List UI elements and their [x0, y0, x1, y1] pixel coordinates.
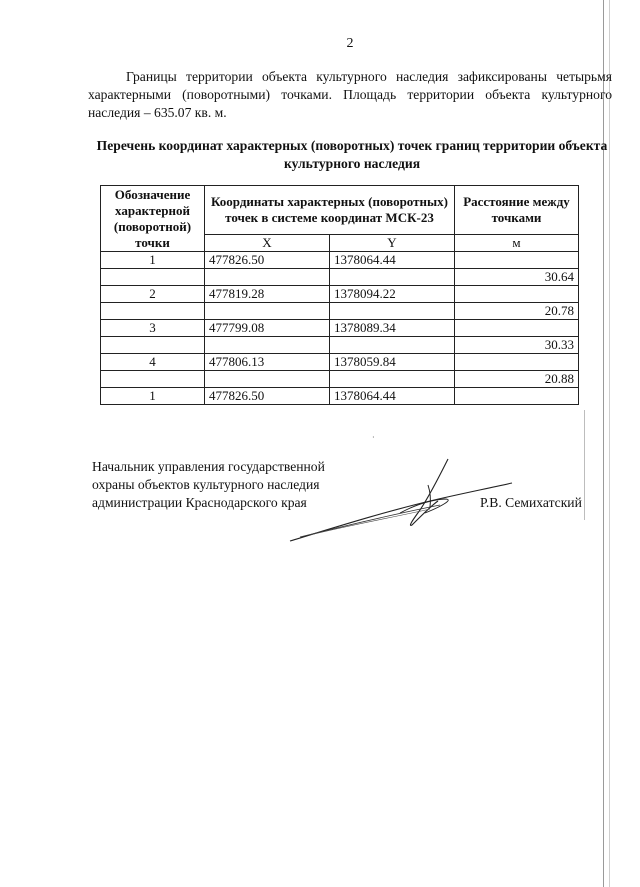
table-body [101, 252, 579, 405]
cell-y: 1378064.44 [330, 252, 455, 269]
table-row [101, 269, 579, 286]
coordinates-table [100, 185, 579, 405]
cell-distance: 30.64 [455, 269, 579, 286]
table-row [101, 388, 579, 405]
cell-y: 1378094.22 [330, 286, 455, 303]
cell-x: 477799.08 [205, 320, 330, 337]
table-row [101, 337, 579, 354]
cell-x [205, 269, 330, 286]
cell-x: 477826.50 [205, 388, 330, 405]
cell-y: 1378089.34 [330, 320, 455, 337]
cell-x: 477819.28 [205, 286, 330, 303]
cell-distance [455, 354, 579, 371]
scan-edge-line [603, 0, 604, 887]
cell-x [205, 337, 330, 354]
table-row [101, 303, 579, 320]
cell-distance [455, 320, 579, 337]
cell-y: 1378064.44 [330, 388, 455, 405]
cell-x [205, 303, 330, 320]
cell-point [101, 303, 205, 320]
cell-point: 3 [101, 320, 205, 337]
header-coordinates: Координаты характерных (поворотных) точек в системе координат МСК-23 [205, 186, 455, 235]
cell-x [205, 371, 330, 388]
cell-distance: 30.33 [455, 337, 579, 354]
subheader-x: X [205, 235, 330, 252]
signer-name: Р.В. Семихатский [480, 495, 582, 510]
cell-y [330, 337, 455, 354]
scan-dot: · [372, 433, 375, 442]
cell-point [101, 269, 205, 286]
signer-position-line: Начальник управления государственной [92, 459, 325, 474]
cell-x: 477826.50 [205, 252, 330, 269]
signer-position-line: охраны объектов культурного наследия [92, 477, 320, 492]
header-distance: Расстояние между точками [455, 186, 579, 235]
table-row [101, 286, 579, 303]
signer-position-line: администрации Краснодарского края [92, 495, 307, 510]
cell-y [330, 303, 455, 320]
cell-distance [455, 286, 579, 303]
table-row [101, 320, 579, 337]
cell-y: 1378059.84 [330, 354, 455, 371]
subheader-y: Y [330, 235, 455, 252]
cell-point [101, 337, 205, 354]
scan-edge-line-secondary [609, 0, 610, 887]
cell-y [330, 371, 455, 388]
cell-distance [455, 252, 579, 269]
header-point-designation: Обозначение характерной (поворотной) точки [101, 186, 205, 252]
coordinates-list-title: Перечень координат характерных (поворотных) точек границ территории объекта культурного наследия [96, 138, 608, 171]
cell-point: 4 [101, 354, 205, 371]
cell-distance: 20.78 [455, 303, 579, 320]
cell-y [330, 269, 455, 286]
cell-distance [455, 388, 579, 405]
cell-point [101, 371, 205, 388]
cell-distance: 20.88 [455, 371, 579, 388]
table-row [101, 371, 579, 388]
subheader-unit: м [455, 235, 579, 252]
cell-x: 477806.13 [205, 354, 330, 371]
cell-point: 2 [101, 286, 205, 303]
intro-paragraph: Границы территории объекта культурного наследия зафиксированы четырьмя характерными (поворотными) точками. Площадь территории объекта культурного наследия – 635.07 кв. м. [88, 69, 612, 120]
table-header-row [101, 186, 579, 235]
cell-point: 1 [101, 252, 205, 269]
table-row [101, 252, 579, 269]
cell-point: 1 [101, 388, 205, 405]
table-row [101, 354, 579, 371]
scan-artifact-line [584, 410, 585, 520]
page-number: 2 [346, 36, 354, 51]
